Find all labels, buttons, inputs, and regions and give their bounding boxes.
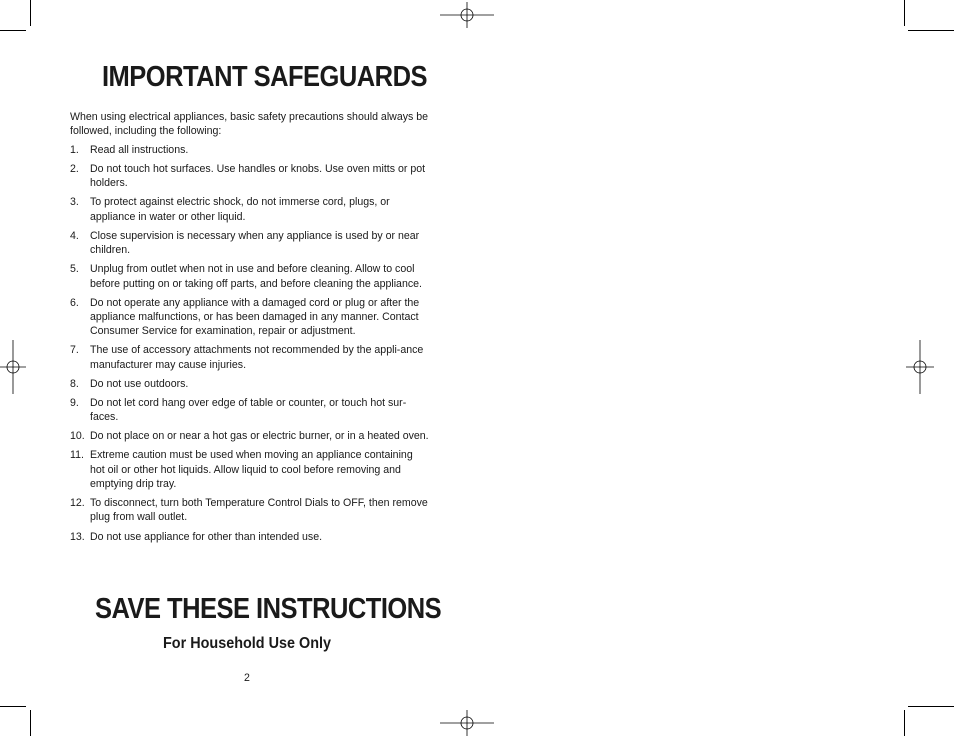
item-number: 12. (70, 497, 85, 510)
list-item (70, 448, 430, 491)
item-number: 13. (70, 530, 85, 543)
intro-paragraph: When using electrical appliances, basic safety precautions should always be followed, including the following: (70, 111, 429, 138)
save-instructions-heading: SAVE THESE INSTRUCTIONS (95, 593, 442, 625)
crop-mark (904, 0, 905, 26)
page-number: 2 (244, 672, 250, 684)
crop-mark (0, 706, 26, 707)
safeguards-list (70, 143, 430, 549)
list-item (70, 143, 430, 157)
list-item (70, 343, 430, 372)
registration-mark-icon (906, 340, 934, 394)
crop-mark (30, 710, 31, 736)
crop-mark (908, 706, 954, 707)
item-text: Read all instructions. (90, 144, 189, 156)
item-number: 10. (70, 430, 85, 443)
item-number: 9. (70, 396, 79, 409)
item-text: Unplug from outlet when not in use and before cleaning. Allow to cool before putting on or taking off parts, and before cleaning the appliance. (90, 263, 422, 290)
list-item (70, 396, 430, 425)
item-number: 1. (70, 144, 79, 156)
item-text: Do not place on or near a hot gas or electric burner, or in a heated oven. (90, 430, 429, 443)
list-item (70, 195, 430, 224)
list-item (70, 262, 430, 291)
item-number: 5. (70, 263, 79, 276)
item-number: 4. (70, 229, 79, 242)
item-number: 3. (70, 196, 79, 209)
item-text: To disconnect, turn both Temperature Control Dials to OFF, then remove plug from wall outlet. (90, 497, 428, 524)
item-number: 7. (70, 344, 79, 357)
item-text: Close supervision is necessary when any appliance is used by or near children. (90, 229, 420, 257)
item-text: Do not use appliance for other than intended use. (90, 530, 323, 543)
registration-mark-icon (440, 2, 494, 28)
item-text: Do not touch hot surfaces. Use handles or knobs. Use oven mitts or pot holders. (90, 163, 426, 190)
item-number: 2. (70, 163, 79, 175)
item-text: Do not let cord hang over edge of table or counter, or touch hot sur-faces. (90, 396, 407, 424)
crop-mark (908, 30, 954, 31)
list-item (70, 377, 430, 391)
household-use-note: For Household Use Only (163, 635, 332, 652)
crop-mark (0, 30, 26, 31)
item-text: To protect against electric shock, do not immerse cord, plugs, or appliance in water or other liquid. (90, 196, 390, 223)
list-item (70, 296, 430, 339)
item-text: The use of accessory attachments not recommended by the appli-ance manufacturer may cause injuries. (90, 344, 424, 371)
crop-mark (30, 0, 31, 26)
registration-mark-icon (440, 710, 494, 736)
crop-mark (904, 710, 905, 736)
page-title: IMPORTANT SAFEGUARDS (102, 61, 427, 93)
list-item (70, 496, 430, 525)
item-text: Do not use outdoors. (90, 377, 189, 390)
list-item (70, 530, 430, 544)
list-item (70, 229, 430, 258)
item-number: 11. (70, 449, 84, 462)
registration-mark-icon (0, 340, 26, 394)
item-number: 8. (70, 377, 79, 390)
item-number: 6. (70, 296, 79, 309)
item-text: Do not operate any appliance with a damaged cord or plug or after the appliance malfunctions, or has been damaged in any manner. Contact Consumer Service for examination, repair or adjustment. (90, 296, 420, 338)
list-item (70, 162, 430, 191)
list-item (70, 429, 430, 443)
item-text: Extreme caution must be used when moving an appliance containing hot oil or other hot liquids. Allow liquid to cool before removing and emptying drip tray. (90, 449, 413, 491)
